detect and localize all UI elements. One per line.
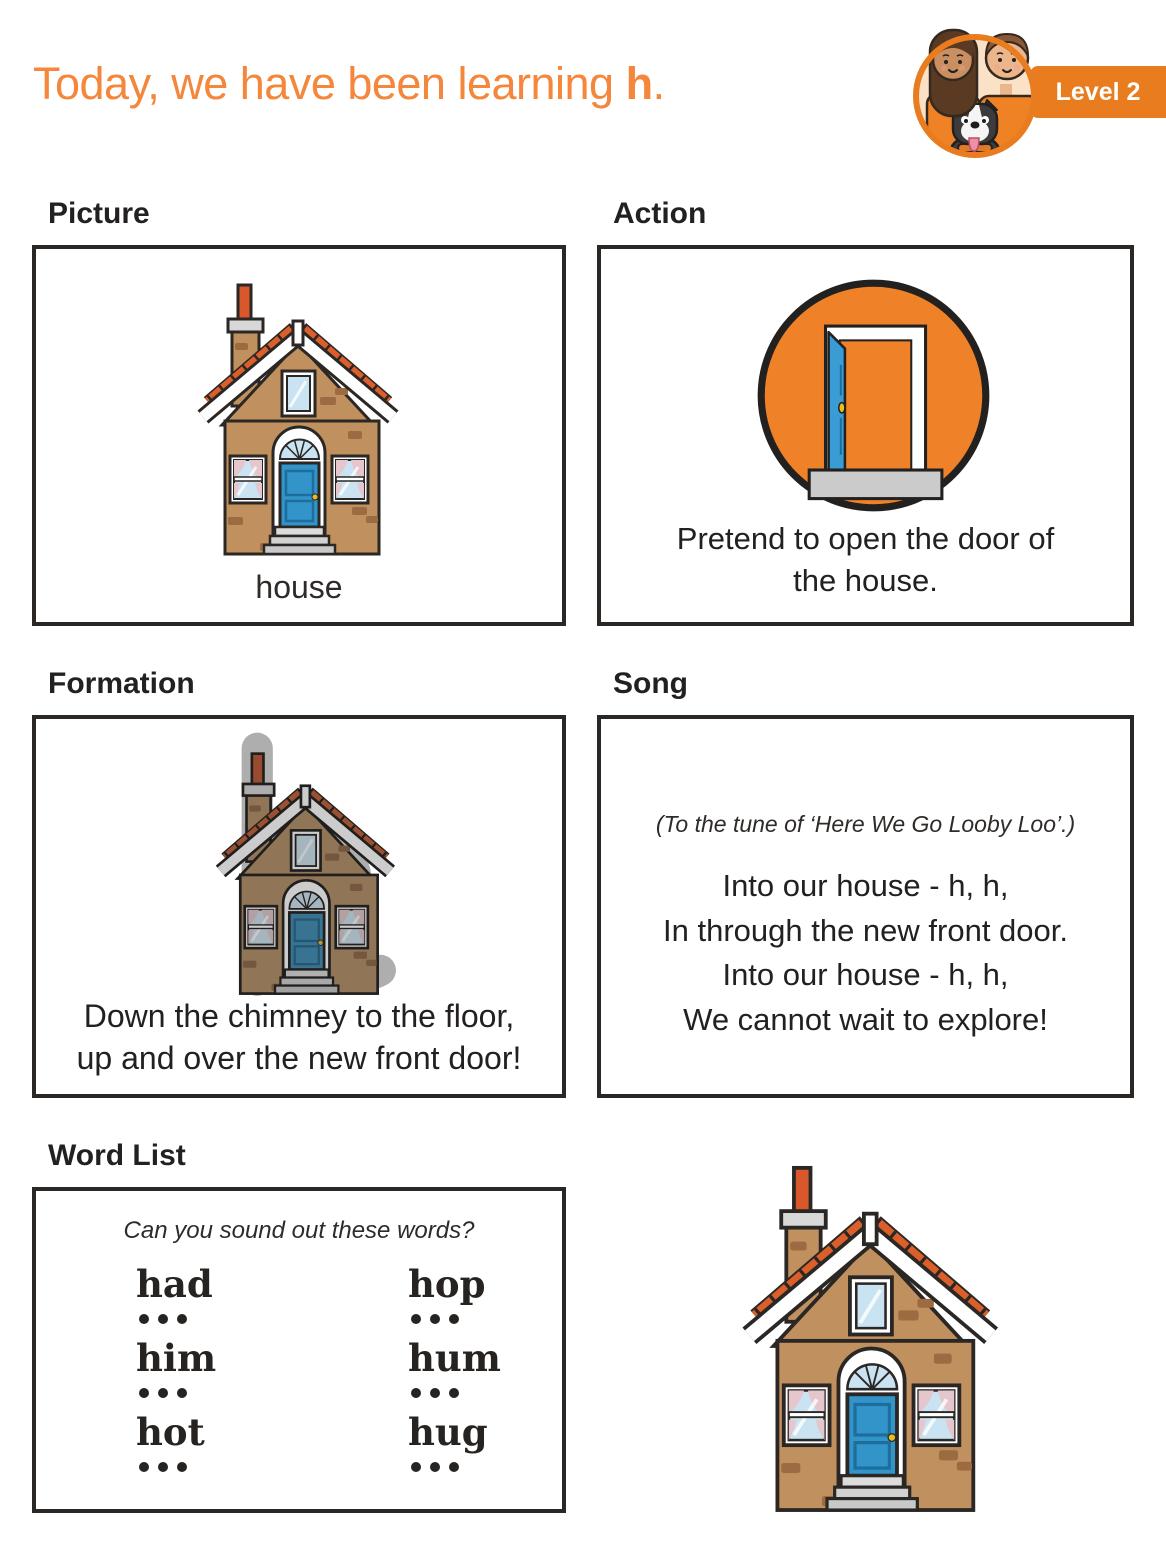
song-tune: (To the tune of ‘Here We Go Looby Loo’.) <box>655 811 1076 837</box>
word-list-column-1 <box>136 1262 217 1487</box>
song-lyric-line: Into our house - h, h, <box>722 868 1009 903</box>
section-action <box>597 196 1134 626</box>
picture-caption: house <box>255 569 343 605</box>
sound-dots <box>411 1462 501 1472</box>
word-entry <box>408 1409 501 1472</box>
formation-text <box>36 995 562 1080</box>
formation-line: Down the chimney to the floor, <box>83 997 515 1034</box>
song-lyrics <box>601 864 1130 1043</box>
section-word-list <box>32 1138 566 1513</box>
page-title-letter: h <box>625 58 653 109</box>
section-song <box>597 666 1134 1098</box>
sound-dots <box>411 1314 501 1324</box>
house-illustration-large <box>710 1150 1028 1519</box>
word-list-heading: Word List <box>48 1139 186 1172</box>
page-title <box>33 60 665 107</box>
formation-panel <box>32 715 566 1098</box>
word: hop <box>408 1262 486 1306</box>
house-illustration <box>172 271 422 561</box>
action-line: Pretend to open the door of <box>676 521 1055 557</box>
word-list-panel <box>32 1187 566 1513</box>
song-lyric-line: In through the new front door. <box>663 912 1068 948</box>
sound-dots <box>139 1388 216 1398</box>
word-entry <box>408 1335 501 1398</box>
formation-house-illustration <box>193 741 416 1000</box>
section-formation <box>32 666 566 1098</box>
sound-dots <box>411 1388 501 1398</box>
formation-heading: Formation <box>48 667 195 700</box>
page-title-prefix: Today, we have been learning <box>33 58 626 109</box>
children-and-dog-icon <box>903 4 1053 169</box>
song-content <box>601 719 1130 1043</box>
picture-heading: Picture <box>48 197 150 230</box>
word-entry <box>408 1262 501 1324</box>
sound-dots <box>139 1314 216 1324</box>
song-heading: Song <box>613 667 688 700</box>
word-entry <box>136 1409 216 1472</box>
picture-panel <box>32 245 566 626</box>
page-title-suffix: . <box>652 58 665 109</box>
song-lyric-line: We cannot wait to explore! <box>683 1001 1048 1037</box>
word: had <box>136 1262 213 1306</box>
avatar <box>903 4 1053 169</box>
song-panel <box>597 715 1134 1098</box>
word: hum <box>408 1335 501 1380</box>
word: hot <box>136 1409 205 1454</box>
word-list-column-2 <box>408 1262 501 1487</box>
word: hug <box>408 1409 488 1454</box>
word: him <box>136 1335 217 1380</box>
action-text <box>601 518 1130 602</box>
formation-line: up and over the new front door! <box>76 1040 522 1077</box>
song-lyric-line: Into our house - h, h, <box>722 957 1009 993</box>
action-heading: Action <box>613 197 707 230</box>
word-entry <box>136 1335 217 1398</box>
open-door-icon <box>751 273 996 518</box>
word-list-prompt: Can you sound out these words? <box>123 1217 475 1244</box>
section-picture <box>32 196 566 626</box>
sound-dots <box>139 1462 216 1472</box>
action-line: the house. <box>793 563 938 599</box>
level-badge-label: Level 2 <box>1055 77 1141 106</box>
action-panel <box>597 245 1134 626</box>
word-entry <box>136 1262 216 1324</box>
